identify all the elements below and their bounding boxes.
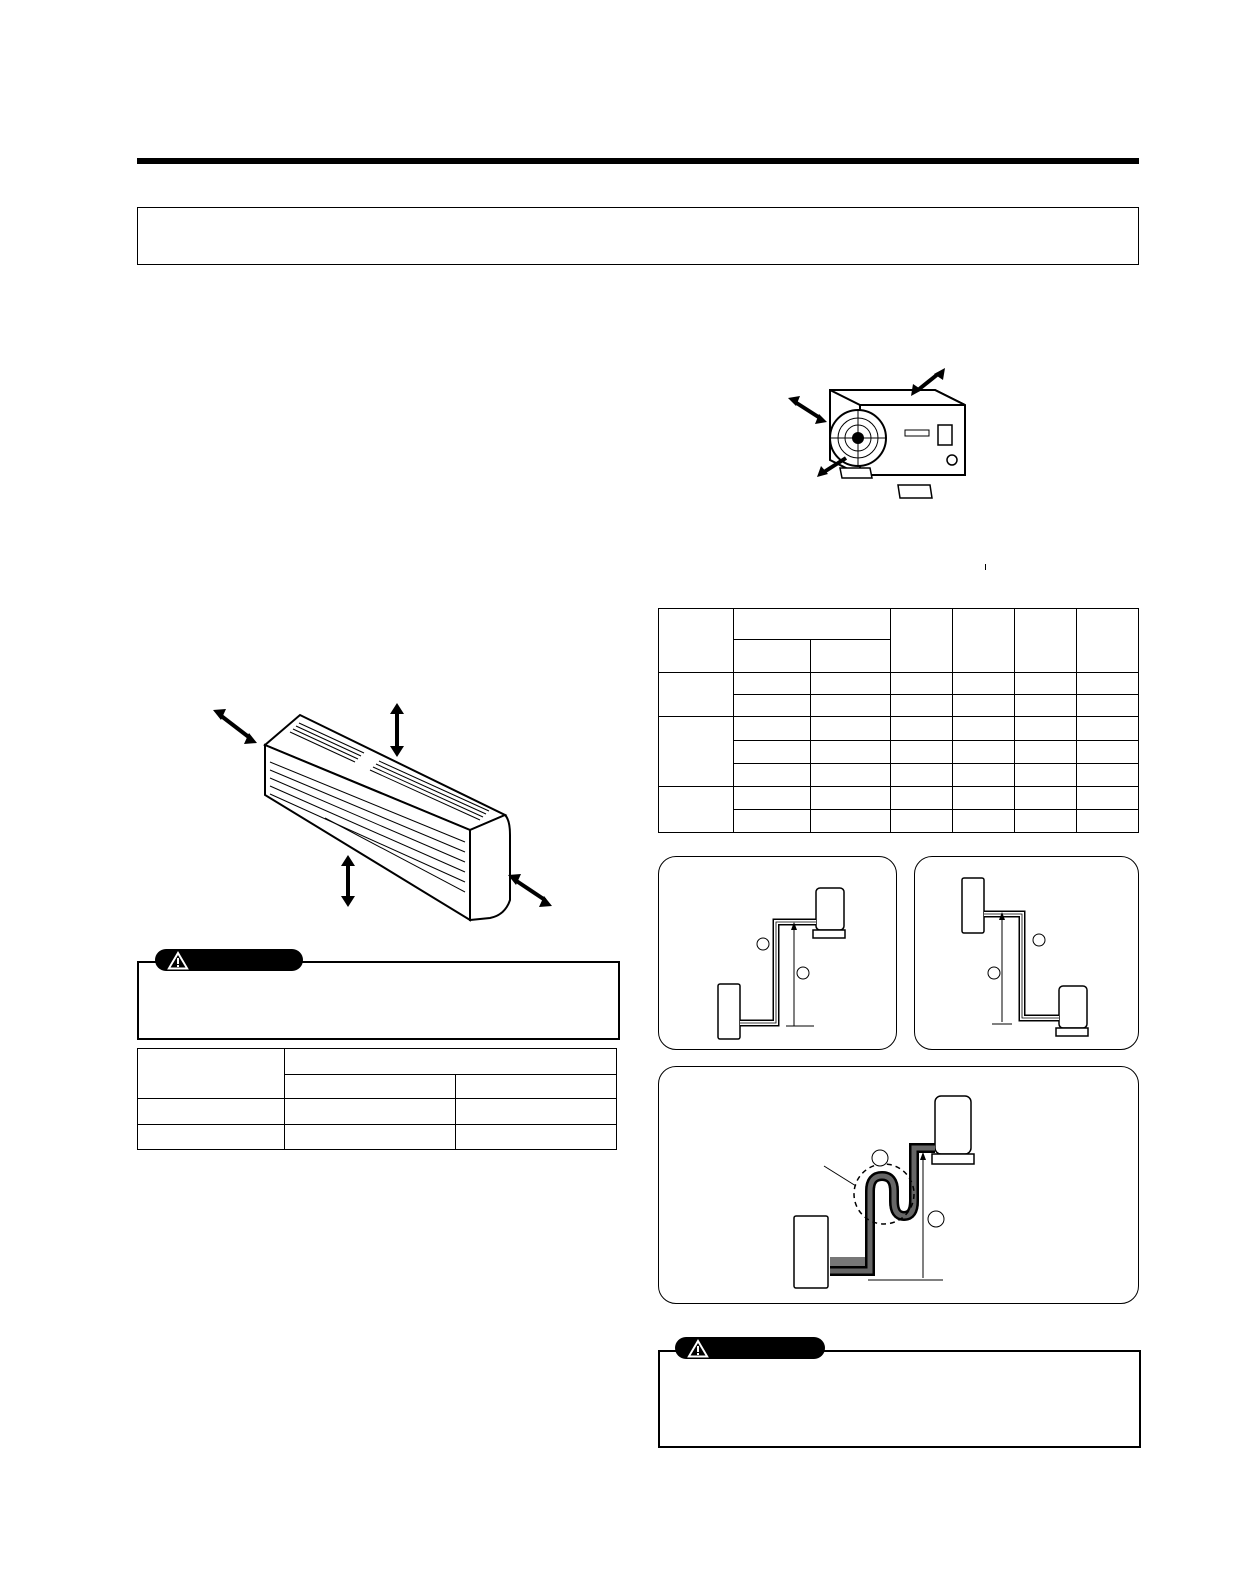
indoor-unit-illustration [205,700,565,925]
indoor-spec-table [137,1048,617,1150]
small-tick-mark [985,564,986,570]
header-box [137,207,1139,265]
outdoor-unit-illustration [780,360,980,520]
indoor-table-cell [456,1099,617,1125]
outdoor-table-cell [953,609,1015,673]
outdoor-table-cell [890,609,953,673]
outdoor-table-cell [1077,609,1139,673]
warning-triangle-icon [167,951,189,970]
outdoor-table-cell [659,786,734,832]
outdoor-table-cell [733,609,890,640]
piping-diagram-outdoor-below [914,856,1138,1050]
outdoor-table-cell [659,717,734,786]
indoor-table-cell [284,1049,616,1075]
caution-badge [155,949,303,971]
piping-diagram-oil-trap [658,1066,1138,1304]
indoor-table-cell [138,1099,285,1125]
indoor-table-cell [138,1049,285,1099]
outdoor-spec-table [658,608,1139,833]
caution-badge [675,1337,825,1359]
piping-caution-box [658,1350,1141,1448]
warning-triangle-icon [687,1339,709,1358]
indoor-table-cell [284,1099,456,1125]
outdoor-table-cell [659,609,734,673]
indoor-table-cell [284,1125,456,1150]
piping-diagram-outdoor-above [658,856,896,1050]
indoor-table-cell [456,1125,617,1150]
indoor-table-cell [456,1075,617,1099]
indoor-table-cell [138,1125,285,1150]
indoor-table-cell [284,1075,456,1099]
outdoor-table-cell [1015,609,1077,673]
indoor-caution-box [137,961,620,1040]
outdoor-table-cell [659,673,734,717]
top-rule [137,158,1139,164]
outdoor-table-cell [733,640,810,673]
outdoor-table-cell [810,640,890,673]
